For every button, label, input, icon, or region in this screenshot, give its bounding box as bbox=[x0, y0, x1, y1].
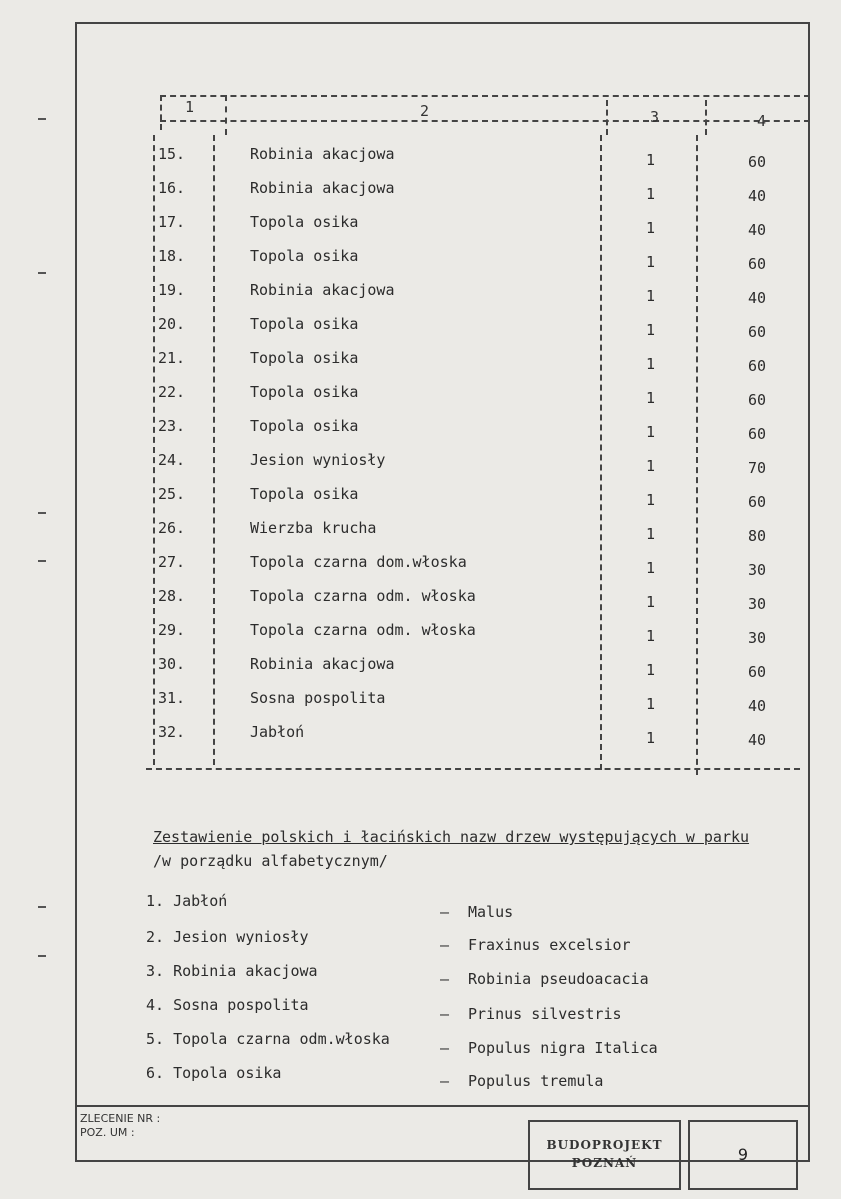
row-number: 16. bbox=[158, 179, 186, 197]
row-height: 70 bbox=[748, 459, 767, 477]
list-item-polish: 1. Jabłoń bbox=[146, 892, 228, 910]
list-item-dash: – bbox=[440, 936, 450, 954]
list-item-latin: Robinia pseudoacacia bbox=[468, 970, 649, 988]
company-stamp bbox=[528, 1120, 681, 1190]
row-quantity: 1 bbox=[646, 627, 656, 645]
list-item-latin: Populus tremula bbox=[468, 1072, 604, 1090]
row-tree-name: Topola czarna odm. włoska bbox=[250, 621, 476, 639]
row-height: 40 bbox=[748, 221, 767, 239]
row-number: 20. bbox=[158, 315, 186, 333]
summary-title bbox=[153, 825, 763, 873]
row-quantity: 1 bbox=[646, 287, 656, 305]
row-number: 18. bbox=[158, 247, 186, 265]
row-number: 29. bbox=[158, 621, 186, 639]
company-city: POZNAŃ bbox=[571, 1156, 638, 1170]
row-height: 30 bbox=[748, 561, 767, 579]
row-quantity: 1 bbox=[646, 389, 656, 407]
row-height: 80 bbox=[748, 527, 767, 545]
row-number: 26. bbox=[158, 519, 186, 537]
row-number: 27. bbox=[158, 553, 186, 571]
row-quantity: 1 bbox=[646, 423, 656, 441]
row-quantity: 1 bbox=[646, 695, 656, 713]
row-height: 60 bbox=[748, 323, 767, 341]
row-quantity: 1 bbox=[646, 321, 656, 339]
row-number: 30. bbox=[158, 655, 186, 673]
row-number: 17. bbox=[158, 213, 186, 231]
summary-title-note: /w porządku alfabetycznym/ bbox=[153, 852, 388, 870]
order-info bbox=[80, 1112, 160, 1140]
row-tree-name: Topola czarna dom.włoska bbox=[250, 553, 467, 571]
list-item-dash: – bbox=[440, 1072, 450, 1090]
row-tree-name: Wierzba krucha bbox=[250, 519, 377, 537]
row-quantity: 1 bbox=[646, 491, 656, 509]
list-item-latin: Malus bbox=[468, 903, 514, 921]
list-item-dash: – bbox=[440, 1005, 450, 1023]
row-height: 40 bbox=[748, 697, 767, 715]
row-tree-name: Jabłoń bbox=[250, 723, 305, 741]
row-quantity: 1 bbox=[646, 559, 656, 577]
row-tree-name: Topola czarna odm. włoska bbox=[250, 587, 476, 605]
row-tree-name: Robinia akacjowa bbox=[250, 179, 395, 197]
row-tree-name: Robinia akacjowa bbox=[250, 281, 395, 299]
row-number: 23. bbox=[158, 417, 186, 435]
row-tree-name: Topola osika bbox=[250, 213, 359, 231]
column-header-name: 2 bbox=[420, 102, 430, 120]
list-item-dash: – bbox=[440, 1039, 450, 1057]
list-item-latin: Prinus silvestris bbox=[468, 1005, 622, 1023]
list-item-latin: Populus nigra Italica bbox=[468, 1039, 658, 1057]
row-number: 25. bbox=[158, 485, 186, 503]
company-name: BUDOPROJEKT bbox=[546, 1138, 663, 1152]
row-number: 24. bbox=[158, 451, 186, 469]
column-header-quantity: 3 bbox=[650, 108, 660, 126]
list-item-polish: 5. Topola czarna odm.włoska bbox=[146, 1030, 390, 1048]
position-label: POZ. UM : bbox=[80, 1126, 135, 1139]
row-tree-name: Topola osika bbox=[250, 417, 359, 435]
row-quantity: 1 bbox=[646, 525, 656, 543]
row-quantity: 1 bbox=[646, 355, 656, 373]
row-tree-name: Topola osika bbox=[250, 485, 359, 503]
row-tree-name: Topola osika bbox=[250, 315, 359, 333]
row-number: 22. bbox=[158, 383, 186, 401]
row-number: 28. bbox=[158, 587, 186, 605]
row-quantity: 1 bbox=[646, 457, 656, 475]
summary-title-underlined: Zestawienie polskich i łacińskich nazw drzew występujących w parku bbox=[153, 828, 750, 846]
row-tree-name: Jesion wyniosły bbox=[250, 451, 386, 469]
row-height: 30 bbox=[748, 595, 767, 613]
row-quantity: 1 bbox=[646, 219, 656, 237]
row-height: 60 bbox=[748, 153, 767, 171]
list-item-dash: – bbox=[440, 970, 450, 988]
row-quantity: 1 bbox=[646, 185, 656, 203]
row-number: 31. bbox=[158, 689, 186, 707]
row-tree-name: Topola osika bbox=[250, 247, 359, 265]
row-number: 19. bbox=[158, 281, 186, 299]
row-number: 32. bbox=[158, 723, 186, 741]
list-item-polish: 2. Jesion wyniosły bbox=[146, 928, 309, 946]
row-quantity: 1 bbox=[646, 661, 656, 679]
page-number-box bbox=[688, 1120, 798, 1190]
list-item-polish: 3. Robinia akacjowa bbox=[146, 962, 318, 980]
row-height: 40 bbox=[748, 731, 767, 749]
row-height: 60 bbox=[748, 391, 767, 409]
order-number-label: ZLECENIE NR : bbox=[80, 1112, 161, 1125]
page-number: 9 bbox=[737, 1145, 749, 1164]
row-quantity: 1 bbox=[646, 253, 656, 271]
list-item-polish: 4. Sosna pospolita bbox=[146, 996, 309, 1014]
row-height: 60 bbox=[748, 425, 767, 443]
row-height: 40 bbox=[748, 289, 767, 307]
row-number: 15. bbox=[158, 145, 186, 163]
row-quantity: 1 bbox=[646, 729, 656, 747]
row-tree-name: Sosna pospolita bbox=[250, 689, 386, 707]
column-header-height: 4 bbox=[757, 112, 767, 130]
column-header-number: 1 bbox=[185, 98, 195, 116]
row-height: 60 bbox=[748, 255, 767, 273]
row-number: 21. bbox=[158, 349, 186, 367]
row-tree-name: Robinia akacjowa bbox=[250, 145, 395, 163]
row-height: 60 bbox=[748, 357, 767, 375]
row-height: 60 bbox=[748, 493, 767, 511]
row-tree-name: Robinia akacjowa bbox=[250, 655, 395, 673]
list-item-latin: Fraxinus excelsior bbox=[468, 936, 631, 954]
row-quantity: 1 bbox=[646, 593, 656, 611]
row-height: 60 bbox=[748, 663, 767, 681]
list-item-polish: 6. Topola osika bbox=[146, 1064, 282, 1082]
row-tree-name: Topola osika bbox=[250, 383, 359, 401]
row-height: 40 bbox=[748, 187, 767, 205]
list-item-dash: – bbox=[440, 903, 450, 921]
row-tree-name: Topola osika bbox=[250, 349, 359, 367]
row-height: 30 bbox=[748, 629, 767, 647]
row-quantity: 1 bbox=[646, 151, 656, 169]
